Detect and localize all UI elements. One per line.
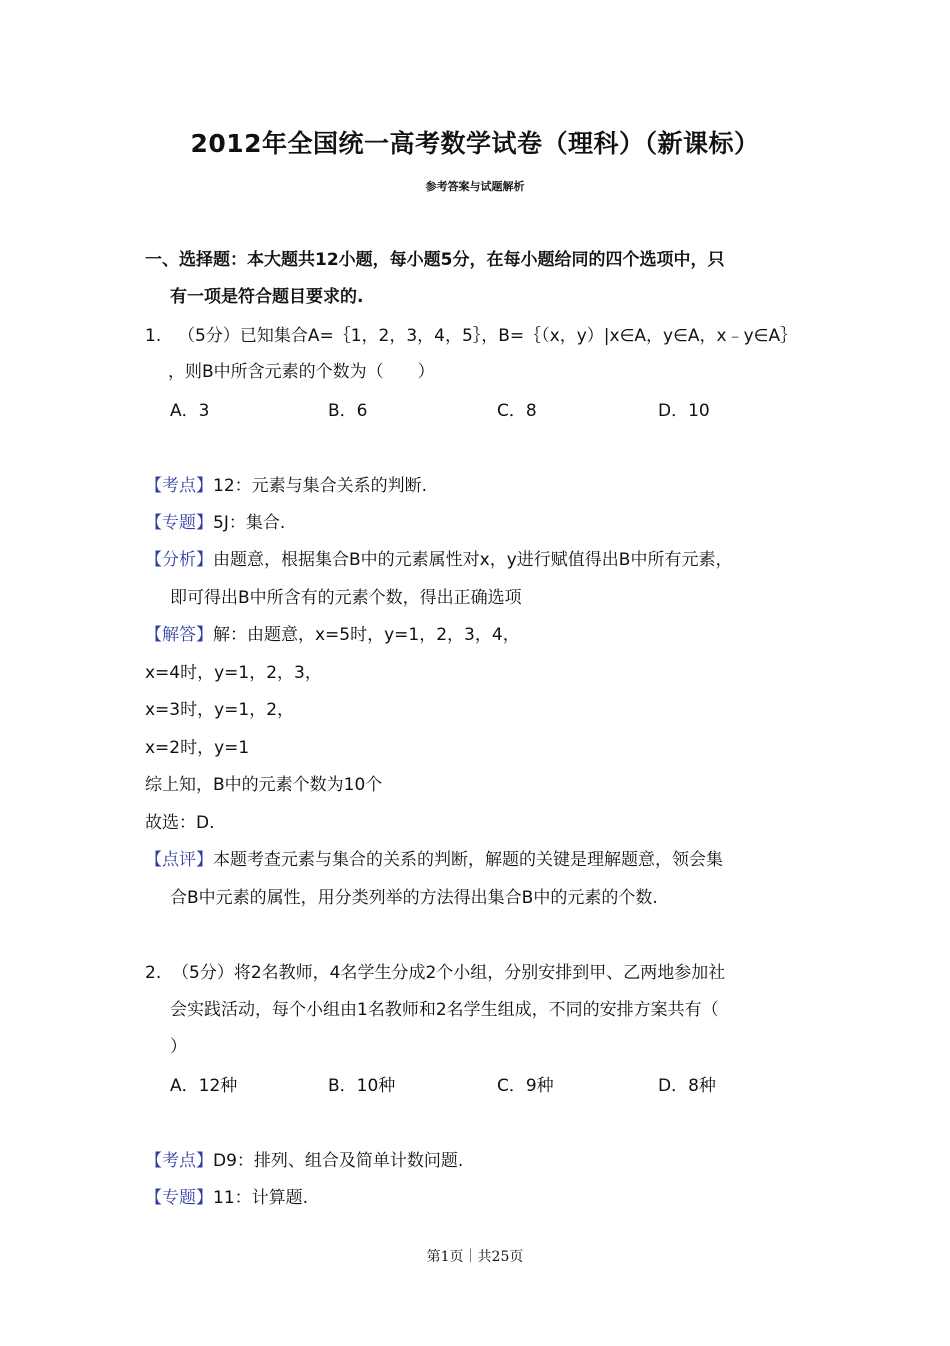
q2-kaodian-row [145, 1149, 463, 1173]
q1-jieda-line1: 解：由题意，x=5时，y=1，2，3，4， [213, 625, 520, 645]
q2-kaodian-tag: 【考点】 [145, 1151, 213, 1171]
q1-dianping-tag: 【点评】 [145, 850, 213, 870]
q2-stem-line3: ） [170, 1037, 187, 1057]
q1-choice-c: C．8 [497, 401, 537, 421]
q2-zhuanti-text: 11：计算题. [213, 1188, 309, 1208]
q1-fenxi-line1: 由题意，根据集合B中的元素属性对x，y进行赋值得出B中所有元素， [213, 550, 733, 570]
q2-choice-d: D．8种 [658, 1076, 716, 1096]
q2-zhuanti-tag: 【专题】 [145, 1188, 213, 1208]
q1-choice-b: B．6 [328, 401, 368, 421]
q2-stem-line2: 会实践活动，每个小组由1名教师和2名学生组成，不同的安排方案共有（ [170, 1000, 719, 1020]
q1-choice-d: D．10 [658, 401, 710, 421]
q1-zhuanti-row [145, 511, 285, 535]
q1-choice-a: A．3 [170, 401, 210, 421]
q2-choice-a: A．12种 [170, 1076, 238, 1096]
q1-jieda-line5: 综上知，B中的元素个数为10个 [145, 775, 383, 795]
q1-jieda-tag: 【解答】 [145, 625, 213, 645]
q1-kaodian-row [145, 474, 427, 498]
q1-jieda-line3: x=3时，y=1，2， [145, 700, 295, 720]
q1-fenxi-line2: 即可得出B中所含有的元素个数，得出正确选项 [170, 588, 522, 608]
q1-stem-line2: ，则B中所含元素的个数为（ ） [168, 362, 435, 382]
q2-stem-line1: （5分）将2名教师，4名学生分成2个小组，分别安排到甲、乙两地参加社 [172, 963, 726, 983]
q1-zhuanti-text: 5J：集合. [213, 513, 286, 533]
q1-jieda-line4: x=2时，y=1 [145, 738, 250, 758]
q2-choice-c: C．9种 [497, 1076, 554, 1096]
q1-stem-line1: （5分）已知集合A=｛1，2，3，4，5｝，B=｛（x，y）|x∈A，y∈A，x﹣y∈A｝ [178, 326, 798, 346]
q1-number: 1. [145, 326, 162, 346]
document-subtitle: 参考答案与试题解析 [425, 180, 525, 193]
q1-jieda-line6: 故选：D. [145, 813, 215, 833]
document-title: 2012年全国统一高考数学试卷（理科）（新课标） [190, 129, 760, 158]
q1-jieda-row [145, 623, 520, 647]
q2-number: 2. [145, 963, 162, 983]
q1-kaodian-tag: 【考点】 [145, 476, 213, 496]
section-heading-line2: 有一项是符合题目要求的. [170, 287, 364, 307]
q1-dianping-row [145, 848, 723, 872]
q2-choice-b: B．10种 [328, 1076, 396, 1096]
q1-dianping-line1: 本题考查元素与集合的关系的判断，解题的关键是理解题意，领会集 [213, 850, 723, 870]
q1-fenxi-row [145, 548, 732, 572]
q2-kaodian-text: D9：排列、组合及简单计数问题. [213, 1151, 464, 1171]
q1-kaodian-text: 12：元素与集合关系的判断. [213, 476, 428, 496]
q1-dianping-line2: 合B中元素的属性，用分类列举的方法得出集合B中的元素的个数. [170, 888, 658, 908]
section-heading-line1: 一、选择题：本大题共12小题，每小题5分，在每小题给同的四个选项中，只 [145, 250, 725, 270]
page-footer: 第1页｜共25页 [426, 1249, 524, 1265]
q1-jieda-line2: x=4时，y=1，2，3， [145, 663, 322, 683]
q1-fenxi-tag: 【分析】 [145, 550, 213, 570]
q1-zhuanti-tag: 【专题】 [145, 513, 213, 533]
q2-zhuanti-row [145, 1186, 308, 1210]
